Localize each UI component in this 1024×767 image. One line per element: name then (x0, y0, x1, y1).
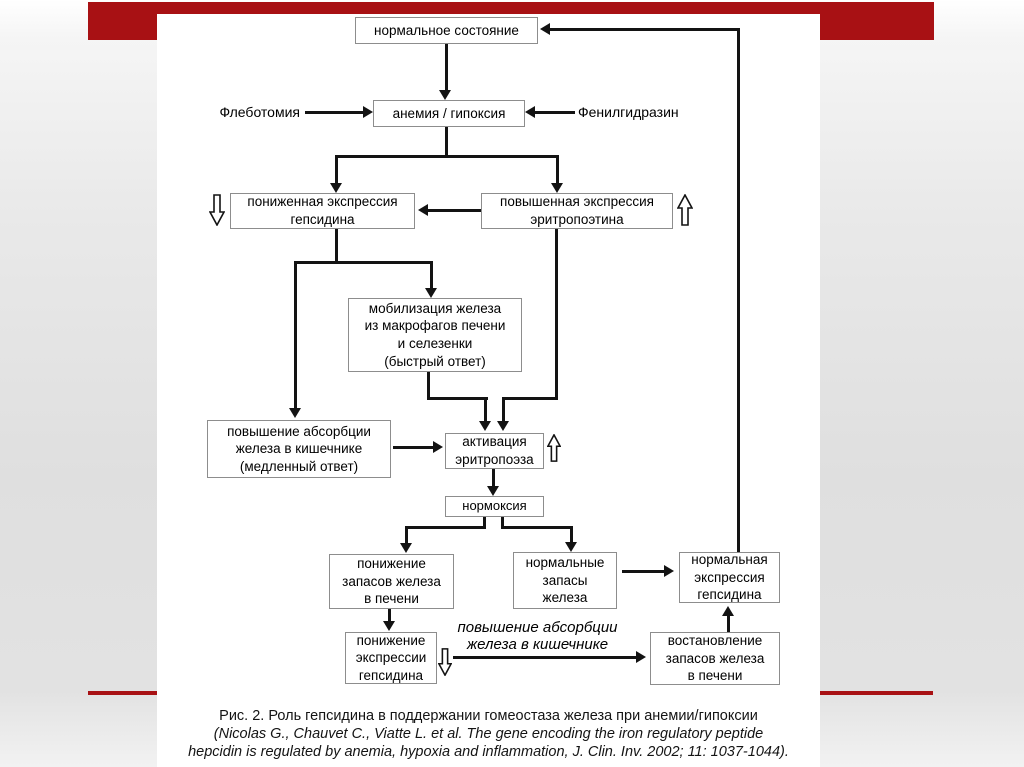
connector-line (501, 526, 573, 529)
node-high-epo-expression: повышенная экспрессия эритропоэтина (481, 193, 673, 229)
arrowhead (289, 408, 301, 418)
node-erythropoiesis-activation: активация эритропоэза (445, 433, 544, 469)
connector-line (727, 616, 730, 632)
arrowhead (636, 651, 646, 663)
connector-line (556, 155, 559, 183)
connector-line (550, 28, 740, 31)
arrowhead (439, 90, 451, 100)
connector-line (405, 526, 408, 543)
connector-line (570, 526, 573, 542)
connector-line (305, 111, 363, 114)
arrowhead (540, 23, 550, 35)
connector-line (294, 261, 433, 264)
hollow-up-arrow-icon (547, 434, 561, 467)
node-iron-mobilization: мобилизация железа из макрофагов печени и селезенки (быстрый ответ) (348, 298, 522, 372)
connector-line (428, 209, 481, 212)
arrowhead (487, 486, 499, 496)
connector-line (405, 526, 486, 529)
node-normoxia: нормоксия (445, 496, 544, 517)
connector-line (453, 656, 636, 659)
connector-line (427, 397, 488, 400)
node-normal-hepcidin-expression: нормальная экспрессия гепсидина (679, 552, 780, 603)
node-normal-state: нормальное состояние (355, 17, 538, 44)
connector-line (492, 469, 495, 486)
arrowhead (479, 421, 491, 431)
caption-title: Рис. 2. Роль гепсидина в поддержании гомеостаза железа при анемии/гипоксии (219, 708, 758, 724)
caption-reference-line2: hepcidin is regulated by anemia, hypoxia and inflammation, J. Clin. Inv. 2002; 11: 1037-1044). (188, 744, 789, 760)
connector-line (445, 127, 448, 158)
caption-reference-line1: (Nicolas G., Chauvet C., Viatte L. et al. The gene encoding the iron regulatory peptide (213, 726, 764, 742)
arrowhead (330, 183, 342, 193)
arrowhead (425, 288, 437, 298)
node-decreasing-hepcidin-expression: понижение экспрессии гепсидина (345, 632, 437, 684)
connector-line (335, 229, 338, 264)
arrowhead (418, 204, 428, 216)
node-absorption-slow: повышение абсорбции железа в кишечнике (медленный ответ) (207, 420, 391, 478)
label-phlebotomy: Флеботомия (219, 104, 300, 120)
label-phenylhydrazine: Фенилгидразин (578, 104, 679, 120)
connector-line (388, 609, 391, 621)
arrowhead (433, 441, 443, 453)
hollow-up-arrow-icon (677, 194, 693, 231)
connector-line (484, 397, 487, 421)
node-low-iron-stores: понижение запасов железа в печени (329, 554, 454, 609)
connector-line (427, 372, 430, 400)
arrowhead (565, 542, 577, 552)
connector-line (335, 155, 338, 183)
arrowhead (497, 421, 509, 431)
connector-line (737, 28, 740, 552)
connector-line (555, 229, 558, 400)
node-anemia-hypoxia: анемия / гипоксия (373, 100, 525, 127)
node-normal-iron-stores: нормальные запасы железа (513, 552, 617, 609)
label-absorption-note: повышение абсорбции железа в кишечнике (457, 619, 618, 654)
connector-line (393, 446, 433, 449)
arrowhead (525, 106, 535, 118)
node-low-hepcidin-expression: пониженная экспрессия гепсидина (230, 193, 415, 229)
arrowhead (722, 606, 734, 616)
connector-line (430, 261, 433, 288)
node-restore-iron-stores: востановление запасов железа в печени (650, 632, 780, 685)
hollow-down-arrow-icon (438, 648, 452, 681)
connector-line (535, 111, 575, 114)
connector-line (335, 155, 559, 158)
connector-line (502, 397, 505, 421)
figure-caption (157, 707, 820, 761)
connector-line (622, 570, 664, 573)
connector-line (294, 261, 297, 408)
arrowhead (400, 543, 412, 553)
connector-line (445, 44, 448, 90)
arrowhead (383, 621, 395, 631)
hollow-down-arrow-icon (209, 194, 225, 231)
arrowhead (664, 565, 674, 577)
arrowhead (551, 183, 563, 193)
connector-line (502, 397, 558, 400)
arrowhead (363, 106, 373, 118)
